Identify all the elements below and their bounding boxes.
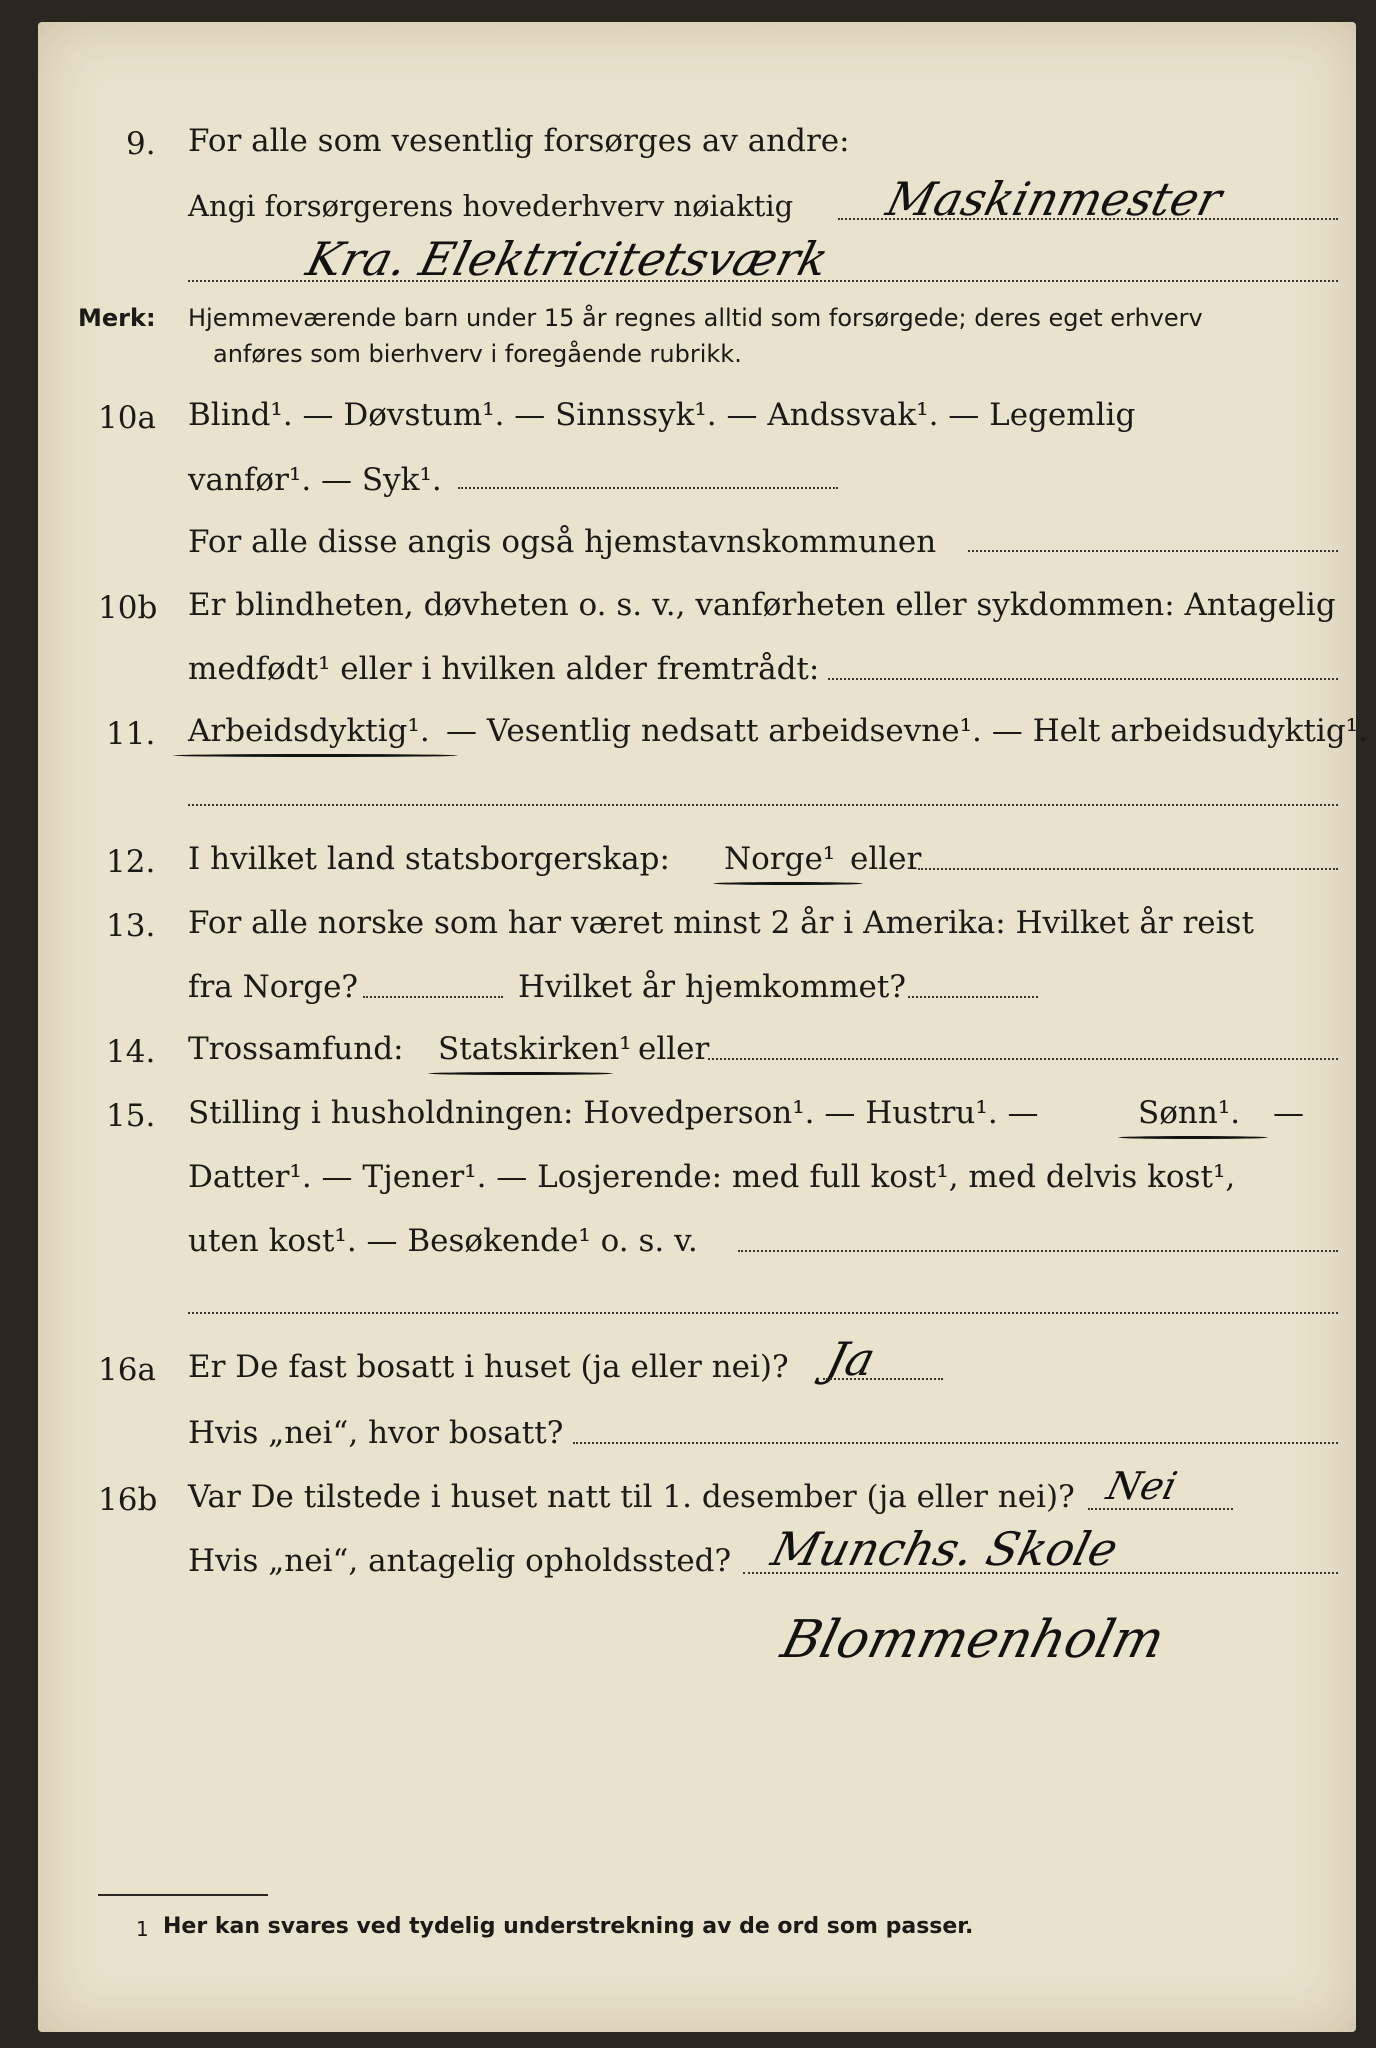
q14-option-statskirken: Statskirken¹ [438, 1031, 632, 1067]
footnote-rule [98, 1894, 268, 1896]
item-number-10a: 10a [98, 400, 156, 436]
q12-underline-mark [713, 882, 863, 885]
q15-answer-line2 [188, 1312, 1338, 1314]
census-form-page [38, 22, 1368, 2032]
merk-line1: Hjemmeværende barn under 15 år regnes alltid som forsørgede; deres eget erhverv [188, 304, 1203, 332]
q16b-answer-line2 [743, 1572, 1338, 1574]
q16a-handwritten-answer: Ja [821, 1332, 881, 1386]
q11-answer-line [188, 804, 1338, 806]
q10a-text-line2: vanfør¹. — Syk¹. [188, 462, 442, 498]
item-number-9: 9. [126, 126, 156, 162]
item-number-12: 12. [106, 844, 156, 880]
q12-tail: eller [850, 841, 922, 877]
q10a-answer-line1 [458, 487, 838, 489]
q15-text-line2: Datter¹. — Tjener¹. — Losjerende: med full kost¹, med delvis kost¹, [188, 1159, 1236, 1195]
q12-answer-line [918, 868, 1338, 870]
q14-text: Trossamfund: [188, 1031, 404, 1067]
q14-tail: eller [638, 1031, 710, 1067]
merk-label: Merk: [78, 304, 156, 332]
q9-handwritten-answer2: Kra. Elektricitetsværk [301, 232, 834, 286]
item-number-16b: 16b [98, 1482, 158, 1518]
q11-text-rest: — Vesentlig nedsatt arbeidsevne¹. — Helt arbeidsudyktig¹. [446, 713, 1368, 749]
q10b-text-line1: Er blindheten, døvheten o. s. v., vanførheten eller sykdommen: Antagelig [188, 587, 1336, 623]
q16a-text-line2: Hvis „nei“, hvor bosatt? [188, 1415, 564, 1451]
q11-underline-mark [173, 754, 458, 757]
q10a-answer-line2 [968, 550, 1338, 552]
q9-text-line2: Angi forsørgerens hovederhverv nøiaktig [188, 189, 794, 223]
q15-underline-mark [1118, 1136, 1268, 1139]
item-number-14: 14. [106, 1034, 156, 1070]
q15-text-line1c: — [1273, 1095, 1304, 1131]
q9-text-line1: For alle som vesentlig forsørges av andre: [188, 123, 850, 159]
q13-text-line1: For alle norske som har været minst 2 år i Amerika: Hvilket år reist [188, 905, 1254, 941]
q13-text-line2a: fra Norge? [188, 969, 359, 1005]
q14-underline-mark [428, 1072, 613, 1075]
q11-option-arbeidsdyktig: Arbeidsdyktig¹. [188, 713, 430, 749]
q15-answer-line1 [738, 1250, 1338, 1252]
item-number-15: 15. [106, 1098, 156, 1134]
q16b-handwritten-answer1: Nei [1102, 1464, 1182, 1508]
item-number-16a: 16a [98, 1352, 156, 1388]
q12-text: I hvilket land statsborgerskap: [188, 841, 670, 877]
q16b-handwritten-answer2: Munchs. Skole [766, 1522, 1124, 1576]
merk-line2: anføres som bierhverv i foregående rubrikk. [213, 340, 742, 368]
q10a-text-line3: For alle disse angis også hjemstavnskommunen [188, 524, 937, 560]
item-number-10b: 10b [98, 590, 158, 626]
footnote-mark: 1 [136, 1917, 149, 1941]
q13-text-line2b: Hvilket år hjemkommet? [518, 969, 906, 1005]
item-number-13: 13. [106, 908, 156, 944]
item-number-11: 11. [106, 716, 156, 752]
q16b-text-line2: Hvis „nei“, antagelig opholdssted? [188, 1543, 732, 1579]
q16a-text-line1: Er De fast bosatt i huset (ja eller nei)? [188, 1349, 789, 1385]
q15-text-line1a: Stilling i husholdningen: Hovedperson¹. — Hustru¹. — [188, 1095, 1039, 1131]
q16a-answer-line2 [573, 1442, 1338, 1444]
q16b-handwritten-answer3: Blommenholm [775, 1610, 1171, 1670]
q16b-text-line1: Var De tilstede i huset natt til 1. desember (ja eller nei)? [188, 1479, 1075, 1515]
q16a-answer-line1 [823, 1378, 943, 1380]
q15-option-sonn: Sønn¹. [1138, 1095, 1241, 1131]
q15-text-line3: uten kost¹. — Besøkende¹ o. s. v. [188, 1223, 698, 1259]
q16b-answer-line1 [1088, 1508, 1233, 1510]
q10a-text-line1: Blind¹. — Døvstum¹. — Sinnssyk¹. — Andssvak¹. — Legemlig [188, 397, 1136, 433]
q12-option-norge: Norge¹ [724, 841, 836, 877]
footnote-text: Her kan svares ved tydelig understrekning av de ord som passer. [163, 1914, 974, 1939]
q13-answer-line2 [908, 996, 1038, 998]
q9-handwritten-answer1: Maskinmester [881, 172, 1228, 226]
q13-answer-line1 [363, 996, 503, 998]
q10b-text-line2: medfødt¹ eller i hvilken alder fremtrådt: [188, 651, 820, 687]
q10b-answer-line [828, 678, 1338, 680]
q14-answer-line [708, 1058, 1338, 1060]
